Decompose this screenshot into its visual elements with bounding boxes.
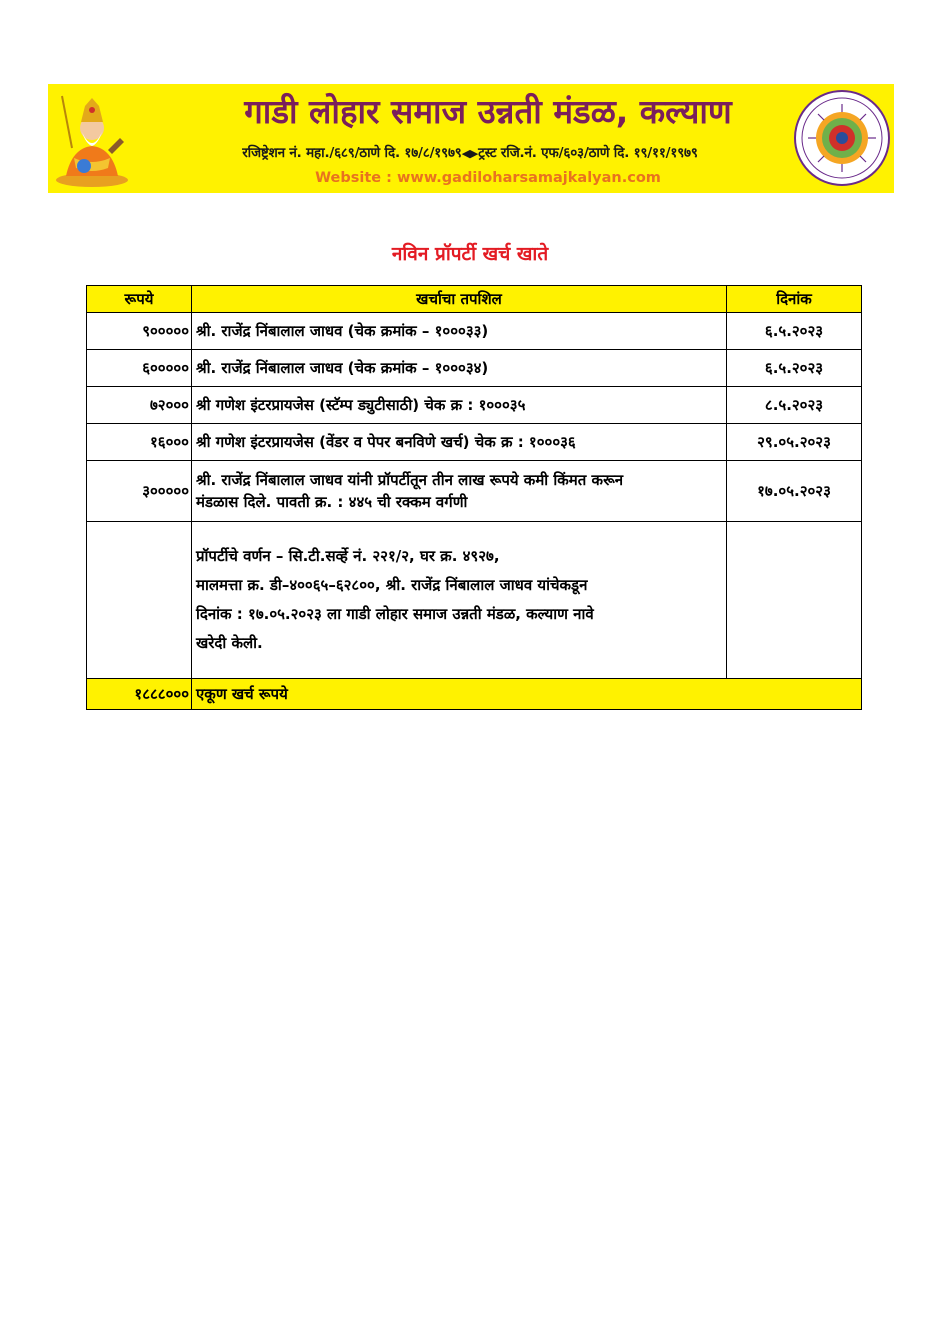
table-row (87, 387, 862, 424)
row-details: श्री. राजेंद्र निंबालाल जाधव (चेक क्रमांक – १०००३३) (192, 313, 727, 350)
row-date: ८.५.२०२३ (727, 387, 862, 424)
property-description-line: मालमत्ता क्र. डी–४००६५–६२८००, श्री. राजेंद्र निंबालाल जाधव यांचेकडून (196, 576, 588, 594)
row-amount: ६००००० (87, 350, 192, 387)
row-date: ६.५.२०२३ (727, 350, 862, 387)
row-details: श्री गणेश इंटरप्रायजेस (वेंडर व पेपर बनविणे खर्च) चेक क्र : १०००३६ (192, 424, 727, 461)
empty-date-cell (727, 522, 862, 679)
row-date: २९.०५.२०२३ (727, 424, 862, 461)
property-description-line: खरेदी केली. (196, 634, 263, 652)
document-title: नविन प्रॉपर्टी खर्च खाते (391, 243, 549, 265)
table-row (87, 461, 862, 522)
row-details: श्री गणेश इंटरप्रायजेस (स्टॅम्प ड्युटीसाठी) चेक क्र : १०००३५ (192, 387, 727, 424)
row-details (192, 461, 727, 522)
table-row (87, 350, 862, 387)
empty-amount-cell (87, 522, 192, 679)
registration-number: रजिष्ट्रेशन नं. महा./६८९/ठाणे दि. १७/८/१९७९ (242, 145, 462, 161)
deity-illustration (52, 88, 132, 188)
arrow-left-icon: ◀▶ (461, 147, 479, 160)
row-amount: ७२००० (87, 387, 192, 424)
table-row (87, 424, 862, 461)
row-details-line: मंडळास दिले. पावती क्र. : ४४५ ची रक्कम वर्गणी (196, 493, 468, 511)
row-date: १७.०५.२०२३ (727, 461, 862, 522)
row-date: ६.५.२०२३ (727, 313, 862, 350)
registration-line (130, 142, 810, 165)
row-details: श्री. राजेंद्र निंबालाल जाधव (चेक क्रमांक – १०००३४) (192, 350, 727, 387)
table-header-row (87, 286, 862, 313)
property-description-line: प्रॉपर्टीचे वर्णन – सि.टी.सर्व्हे नं. २२१/२, घर क्र. ४९२७, (196, 547, 500, 565)
organization-seal-logo (793, 89, 891, 187)
row-amount: ३००००० (87, 461, 192, 522)
property-description-line: दिनांक : १७.०५.२०२३ ला गाडी लोहार समाज उन्नती मंडळ, कल्याण नावे (196, 605, 594, 623)
header-details: खर्चाचा तपशिल (192, 286, 727, 313)
header-date: दिनांक (727, 286, 862, 313)
website-text: Website : www.gadiloharsamajkalyan.com (315, 170, 661, 186)
table-row (87, 313, 862, 350)
header-banner (48, 84, 894, 193)
header-amount: रूपये (87, 286, 192, 313)
expense-ledger-table (86, 285, 862, 710)
total-amount: १८८८००० (87, 679, 192, 710)
total-row (87, 679, 862, 710)
row-amount: ९००००० (87, 313, 192, 350)
property-description-row (87, 522, 862, 679)
row-details-line: श्री. राजेंद्र निंबालाल जाधव यांनी प्रॉपर्टीतून तीन लाख रूपये कमी किंमत करून (196, 471, 624, 489)
total-label: एकूण खर्च रूपये (192, 679, 862, 710)
trust-registration-number: ट्रस्ट रजि.नं. एफ/६०३/ठाणे दि. १९/११/१९७९ (478, 145, 698, 161)
property-description (192, 522, 727, 679)
organization-name: गाडी लोहार समाज उन्नती मंडळ, कल्याण (244, 92, 732, 131)
row-amount: १६००० (87, 424, 192, 461)
